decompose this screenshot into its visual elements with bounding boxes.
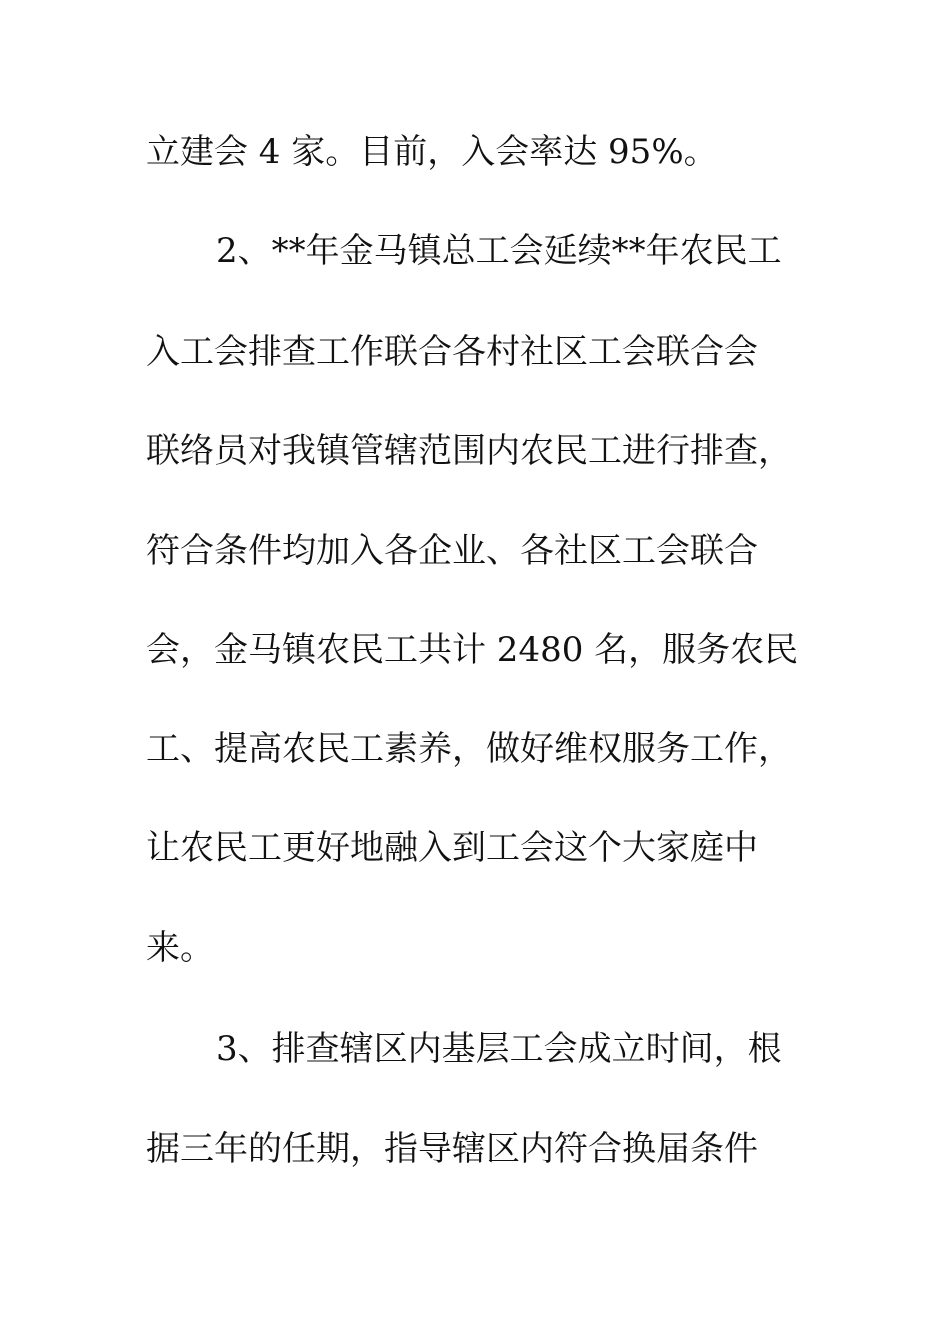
text-line: 符合条件均加入各企业、各社区工会联合	[146, 531, 758, 571]
text-line: 据三年的任期，指导辖区内符合换届条件	[146, 1129, 758, 1169]
text-line: 3、排查辖区内基层工会成立时间，根	[216, 1029, 782, 1069]
text-line: 联络员对我镇管辖范围内农民工进行排查，	[146, 431, 792, 471]
text-line: 来。	[146, 928, 214, 968]
text-line: 会，金马镇农民工共计 2480 名，服务农民	[146, 630, 799, 670]
text-line: 入工会排查工作联合各村社区工会联合会	[146, 332, 758, 372]
text-line: 立建会 4 家。目前，入会率达 95%。	[146, 132, 718, 172]
text-line: 2、**年金马镇总工会延续**年农民工	[216, 231, 782, 271]
text-line: 让农民工更好地融入到工会这个大家庭中	[146, 828, 758, 868]
text-line: 工、提高农民工素养，做好维权服务工作，	[146, 729, 792, 769]
